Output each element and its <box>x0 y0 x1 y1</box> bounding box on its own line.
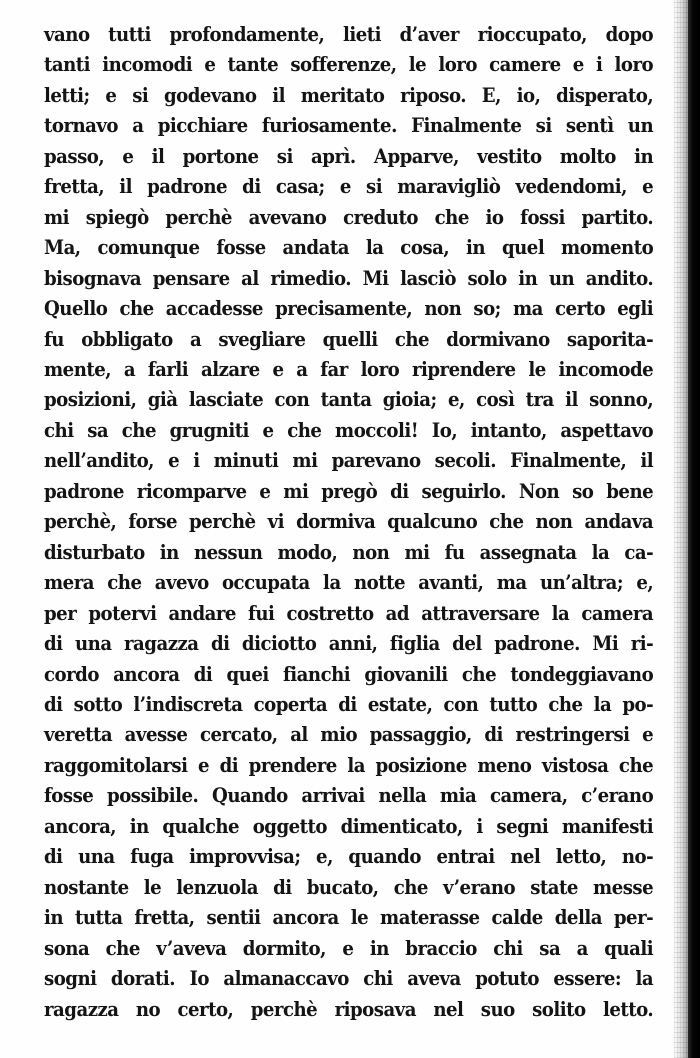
text-line: disturbato in nessun modo, non mi fu assegnata la ca- <box>44 540 654 564</box>
text-line: mi spiegò perchè avevano creduto che io fossi partito. <box>44 205 654 229</box>
text-line: mente, a farli alzare e a far loro riprendere le incomode <box>44 357 654 381</box>
text-line: passo, e il portone si aprì. Apparve, vestito molto in <box>44 144 654 168</box>
text-line: posizioni, già lasciate con tanta gioia; e, così tra il sonno, <box>44 388 654 412</box>
body-text <box>44 20 654 1025</box>
text-line: fretta, il padrone di casa; e si maravigliò vedendomi, e <box>44 175 654 199</box>
text-line: nell’andito, e i minuti mi parevano secoli. Finalmente, il <box>44 449 654 473</box>
text-line: fu obbligato a svegliare quelli che dormivano saporita- <box>44 327 654 351</box>
text-line: veretta avesse cercato, al mio passaggio, di restringersi e <box>44 723 654 747</box>
text-line: vano tutti profondamente, lieti d’aver rioccupato, dopo <box>44 23 654 46</box>
text-line: sona che v’aveva dormito, e in braccio chi sa a quali <box>44 936 654 960</box>
text-line: bisognava pensare al rimedio. Mi lasciò solo in un andito. <box>44 266 654 290</box>
text-line: padrone ricomparve e mi pregò di seguirlo. Non so bene <box>44 479 654 503</box>
text-line: ragazza no certo, perchè riposava nel suo solito letto. <box>44 997 654 1021</box>
scan-border <box>688 0 700 1058</box>
text-line: fosse possibile. Quando arrivai nella mia camera, c’erano <box>44 784 654 808</box>
text-line: Quello che accadesse precisamente, non so; ma certo egli <box>44 297 654 321</box>
text-line: letti; e si godevano il meritato riposo. E, io, disperato, <box>44 83 654 107</box>
text-line: perchè, forse perchè vi dormiva qualcuno che non andava <box>44 510 654 534</box>
text-line: di sotto l’indiscreta coperta di estate, con tutto che la po- <box>44 692 654 716</box>
text-line: cordo ancora di quei fianchi giovanili che tondeggiavano <box>44 662 654 686</box>
text-line: chi sa che grugniti e che moccoli! Io, intanto, aspettavo <box>44 418 654 442</box>
text-line: in tutta fretta, sentii ancora le materasse calde della per- <box>44 906 654 930</box>
text-line: nostante le lenzuola di bucato, che v’erano state messe <box>44 875 654 899</box>
text-line: tornavo a picchiare furiosamente. Finalmente si sentì un <box>44 114 654 138</box>
text-line: di una fuga improvvisa; e, quando entrai nel letto, no- <box>44 845 654 869</box>
page-edge-shadow <box>674 0 688 1058</box>
text-line: raggomitolarsi e di prendere la posizione meno vistosa che <box>44 753 654 777</box>
text-line: sogni dorati. Io almanaccavo chi aveva potuto essere: la <box>44 967 654 991</box>
text-line: tanti incomodi e tante sofferenze, le loro camere e i loro <box>44 53 654 77</box>
text-line: ancora, in qualche oggetto dimenticato, i segni manifesti <box>44 814 654 838</box>
text-line: per potervi andare fui costretto ad attraversare la camera <box>44 601 654 625</box>
text-line: Ma, comunque fosse andata la cosa, in quel momento <box>44 236 654 260</box>
text-line: di una ragazza di diciotto anni, figlia del padrone. Mi ri- <box>44 632 654 656</box>
text-line: mera che avevo occupata la notte avanti, ma un’altra; e, <box>44 571 654 595</box>
